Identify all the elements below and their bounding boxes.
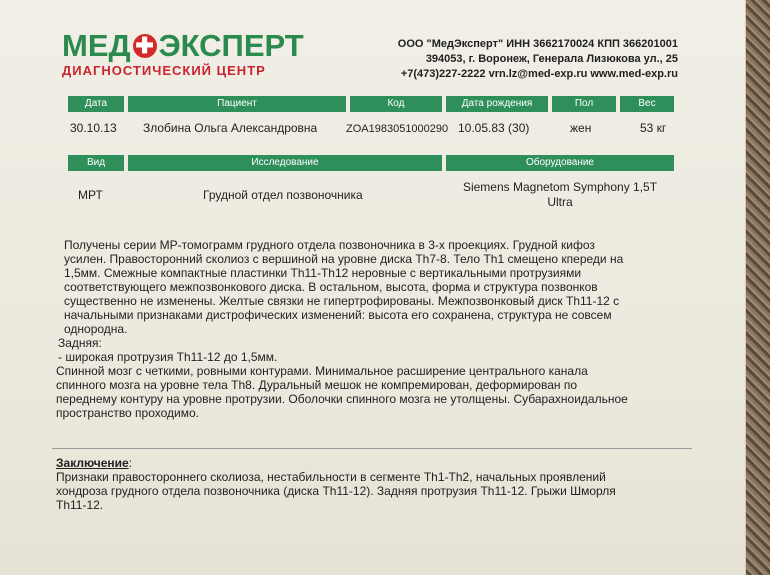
findings-line: Задняя: <box>58 336 102 350</box>
value-study-type: МРТ <box>78 188 103 202</box>
header-study: Исследование <box>128 155 442 171</box>
conclusion-line: Признаки правостороннего сколиоза, нестабильности в сегменте Th1-Th2, начальных проявлений <box>56 470 606 484</box>
header-patient: Пациент <box>128 96 346 112</box>
value-code: ZOA1983051000290 <box>346 123 449 135</box>
logo-part-2: ЭКСПЕРТ <box>158 28 304 63</box>
header-sex: Пол <box>552 96 616 112</box>
findings-text <box>56 238 692 420</box>
value-study-area: Грудной отдел позвоночника <box>203 188 363 202</box>
findings-line: Получены серии МР-томограмм грудного отдела позвоночника в 3-х проекциях. Грудной кифоз <box>64 238 595 252</box>
value-equipment <box>448 180 672 210</box>
findings-line: 1,5мм. Смежные компактные пластинки Th11-Th12 неровные с вертикальными протрузиями <box>64 266 582 280</box>
value-sex: жен <box>570 121 592 135</box>
findings-line: однородна. <box>64 322 128 336</box>
conclusion-line: Th11-12. <box>56 498 104 512</box>
findings-line: начальными признаками дистрофических изменений: высота его сохранена, структура не совсем <box>64 308 612 322</box>
value-birth-date: 10.05.83 (30) <box>458 121 530 135</box>
findings-line: переднему контуру на уровне протрузии. Оболочки спинного мозга не утолщены. Субарахноидальное <box>56 392 628 406</box>
header-code: Код <box>350 96 442 112</box>
conclusion-heading <box>56 456 692 470</box>
logo-part-1: МЕД <box>62 28 131 63</box>
equipment-line-2: Ultra <box>547 195 573 209</box>
conclusion-colon: : <box>128 456 133 470</box>
findings-line: существенно не изменены. Желтые связки не гипертрофированы. Межпозвонковый диск Th11-12 с <box>64 294 620 308</box>
findings-line: усилен. Правосторонний сколиоз с вершиной на уровне диска Th7-8. Тело Th1 смещено кпереди на <box>64 252 624 266</box>
logo-subtitle: ДИАГНОСТИЧЕСКИЙ ЦЕНТР <box>62 63 266 78</box>
medical-cross-icon: ✚ <box>133 34 157 58</box>
conclusion-line: хондроза грудного отдела позвоночника (диска Th11-12). Задняя протрузия Th11-12. Грыжи Шморля <box>56 484 616 498</box>
company-line-2: 394053, г. Воронеж, Генерала Лизюкова ул., 25 <box>425 53 678 65</box>
header-weight: Вес <box>620 96 674 112</box>
findings-line: пространство проходимо. <box>56 406 200 420</box>
clinic-logo <box>62 30 304 78</box>
company-details <box>378 37 678 82</box>
findings-line: - широкая протрузия Th11-12 до 1,5мм. <box>58 350 278 364</box>
logo-wordmark <box>62 30 304 61</box>
conclusion-section <box>56 456 692 512</box>
section-divider <box>52 448 692 449</box>
value-date: 30.10.13 <box>70 121 117 135</box>
findings-line: спинного мозга на уровне тела Th8. Дуральный мешок не компремирован, деформирован по <box>56 378 578 392</box>
value-patient-name: Злобина Ольга Александровна <box>143 121 318 135</box>
header-equipment: Оборудование <box>446 155 674 171</box>
company-line-1: ООО "МедЭксперт" ИНН 3662170024 КПП 366201001 <box>397 38 678 50</box>
value-weight: 53 кг <box>640 121 667 135</box>
conclusion-title: Заключение <box>56 456 129 470</box>
equipment-line-1: Siemens Magnetom Symphony 1,5T <box>462 180 658 194</box>
company-line-3: +7(473)227-2222 vrn.lz@med-exp.ru www.med-exp.ru <box>400 68 678 80</box>
findings-line: соответствующего межпозвонкового диска. В остальном, высота, форма и структура позвонков <box>64 280 598 294</box>
header-birth-date: Дата рождения <box>446 96 548 112</box>
header-date: Дата <box>68 96 124 112</box>
findings-line: Спинной мозг с четкими, ровными контурами. Минимальное расширение центрального канала <box>56 364 588 378</box>
header-type: Вид <box>68 155 124 171</box>
